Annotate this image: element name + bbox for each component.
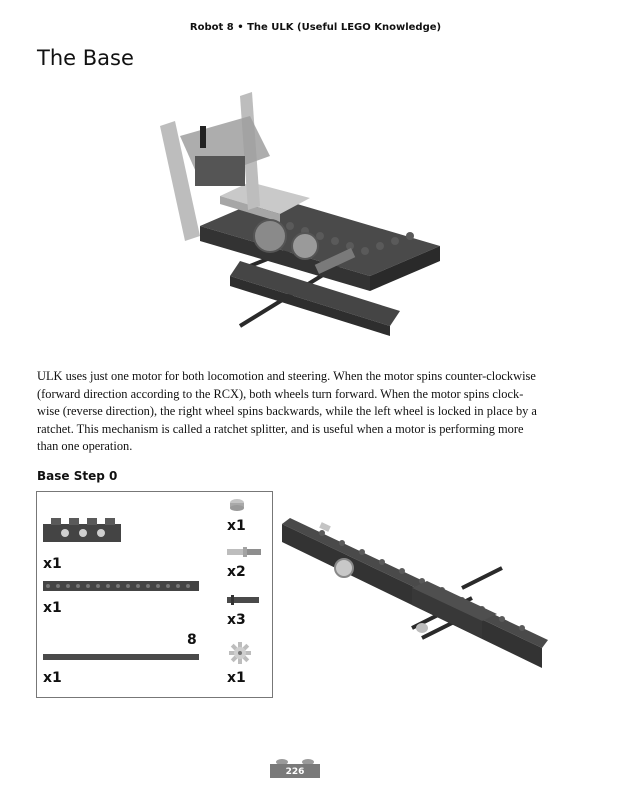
step-model-illustration [282, 508, 554, 694]
running-header: Robot 8 • The ULK (Useful LEGO Knowledge) [189, 22, 442, 33]
body-line: (forward direction according to the RCX), both wheels turn forward. When the motor spins clock- [37, 386, 524, 401]
axle-icon [43, 652, 201, 662]
short-axle-icon [227, 594, 263, 606]
axle-length-label: 8 [187, 632, 197, 648]
base-model-illustration [140, 86, 470, 348]
page-number: 226 [285, 767, 305, 777]
part-qty: x1 [43, 556, 62, 572]
body-line: wise (reverse direction), the right wheel spins backwards, while the left wheel is locked in place by a [37, 404, 537, 418]
section-title: The Base [37, 46, 134, 70]
bushing-icon [227, 498, 247, 512]
part-qty: x1 [43, 600, 62, 616]
body-line: ULK uses just one motor for both locomotion and steering. When the motor spins counter-clockwise [37, 369, 536, 383]
part-qty: x2 [227, 564, 246, 580]
part-qty: x1 [227, 518, 246, 534]
part-qty: x1 [43, 670, 62, 686]
gear-icon [229, 642, 251, 664]
step-heading: Base Step 0 [37, 469, 118, 483]
technic-brick-icon [43, 518, 123, 544]
body-line: ratchet. This mechanism is called a ratchet splitter, and is useful when a motor is performing more [37, 421, 524, 436]
axle-pin-icon [227, 546, 263, 558]
part-qty: x3 [227, 612, 246, 628]
parts-list [36, 491, 273, 698]
body-line: than one operation. [37, 439, 133, 453]
technic-beam-icon [43, 578, 201, 592]
part-qty: x1 [227, 670, 246, 686]
body-paragraph [37, 368, 557, 456]
